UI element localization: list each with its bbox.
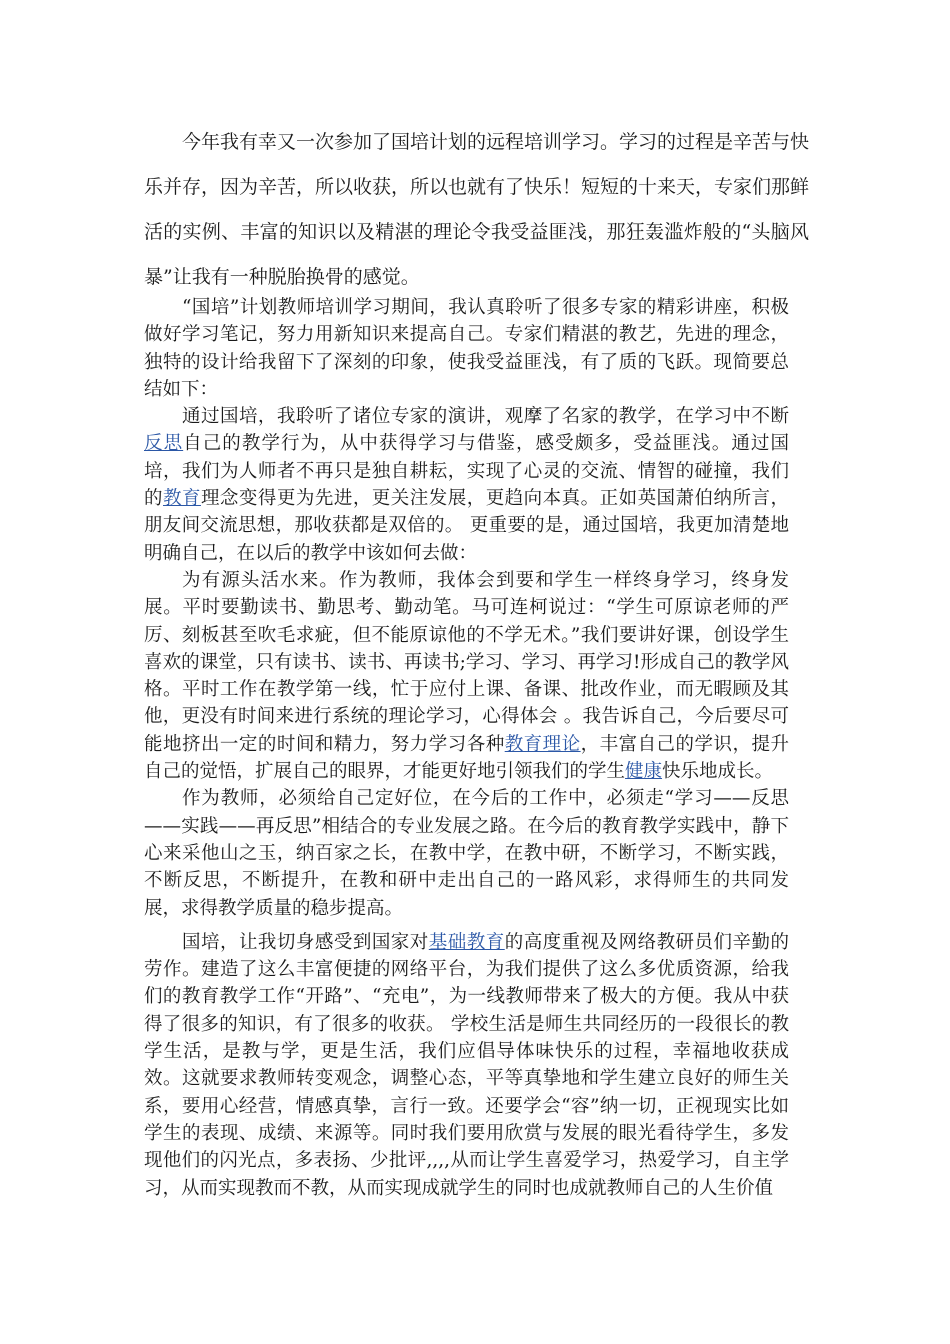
- link-education[interactable]: 教育: [162, 488, 201, 510]
- paragraph-text: 理念变得更为先进，更关注发展，更趋向本真。正如英国萧伯纳所言，朋友间交流思想，那收获都是双倍的。 更重要的是，通过国培，我更加清楚地明确自己，在以后的教学中该如何去做：: [144, 488, 789, 564]
- paragraph-positioning: 作为教师，必须给自己定好位，在今后的工作中，必须走“学习——反思——实践——再反思”相结合的专业发展之路。在今后的教育教学实践中，静下心来采他山之玉，纳百家之长，在教中学，在教中研，不断学习，不断实践，不断反思，不断提升，在教和研中走出自己的一路风彩，求得师生的共同发展，求得教学质量的稳步提高。: [144, 788, 789, 919]
- paragraph-text: ，丰富自己的学识，提升自己的觉悟，扩展自己的眼界，才能更好地引领我们的学生: [144, 733, 789, 783]
- link-health[interactable]: 健康: [625, 761, 663, 783]
- paragraph-lifelong-learning: [144, 567, 789, 785]
- paragraph-national-training: [144, 929, 789, 1202]
- paragraph-text: 自己的教学行为，从中获得学习与借鉴，感受颇多，受益匪浅。通过国培，我们为人师者不再只是独自耕耘，实现了心灵的交流、情智的碰撞，我们的: [144, 433, 789, 510]
- paragraph-summary: “国培”计划教师培训学习期间，我认真聆听了很多专家的精彩讲座，积极做好学习笔记，努力用新知识来提高自己。专家们精湛的教艺，先进的理念，独特的设计给我留下了深刻的印象，使我受益匪浅，有了质的飞跃。现简要总结如下：: [144, 297, 789, 400]
- paragraph-reflection: [144, 403, 789, 567]
- link-reflection[interactable]: 反思: [144, 433, 184, 455]
- paragraph-text: 国培，让我切身感受到国家对: [182, 931, 429, 953]
- body-section: [144, 294, 789, 1202]
- paragraph-text: 快乐地成长。: [662, 761, 774, 783]
- paragraph-text: 为有源头活水来。作为教师，我体会到要和学生一样终身学习，终身发展。平时要勤读书、勤思考、勤动笔。马可连柯说过：“学生可原谅老师的严厉、刻板甚至吹毛求疵，但不能原谅他的不学无术。”我们要讲好课，创设学生喜欢的课堂，只有读书、读书、再读书;学习、学习、再学习!形成自己的教学风格。平时工作在教学第一线，忙于应付上课、备课、批改作业，而无暇顾及其他，更没有时间来进行系统的理论学习，心得体会 。我告诉自己，今后要尽可能地挤出一定的时间和精力，努力学习各种: [144, 569, 789, 755]
- paragraph-text: 通过国培，我聆听了诸位专家的演讲，观摩了名家的教学，在学习中不断: [182, 406, 789, 428]
- link-education-theory[interactable]: 教育理论: [504, 733, 581, 755]
- intro-paragraph: 今年我有幸又一次参加了国培计划的远程培训学习。学习的过程是辛苦与快乐并存，因为辛苦，所以收获，所以也就有了快乐！短短的十来天，专家们那鲜活的实例、丰富的知识以及精湛的理论令我受益匪浅，那狂轰滥炸般的“头脑风暴”让我有一种脱胎换骨的感觉。: [144, 131, 810, 288]
- link-basic-education[interactable]: 基础教育: [428, 931, 505, 953]
- paragraph-text: 的高度重视及网络教研员们辛勤的劳作。建造了这么丰富便捷的网络平台，为我们提供了这么多优质资源，给我们的教育教学工作“开路”、“充电”，为一线教师带来了极大的方便。我从中获得了很多的知识，有了很多的收获。 学校生活是师生共同经历的一段很长的教学生活，是教与学，更是生活，我们应倡导体味快乐的过程，幸福地收获成效。这就要求教师转变观念，调整心态，平等真挚地和学生建立良好的师生关系，要用心经营，情感真挚，言行一致。还要学会“容”纳一切，正视现实比如学生的表现、成绩、来源等。同时我们要用欣赏与发展的眼光看待学生，多发现他们的闪光点，多表扬、少批评,,,,从而让学生喜爱学习，热爱学习，自主学习，从而实现教而不教，从而实现成就学生的同时也成就教师自己的人生价值: [144, 931, 789, 1199]
